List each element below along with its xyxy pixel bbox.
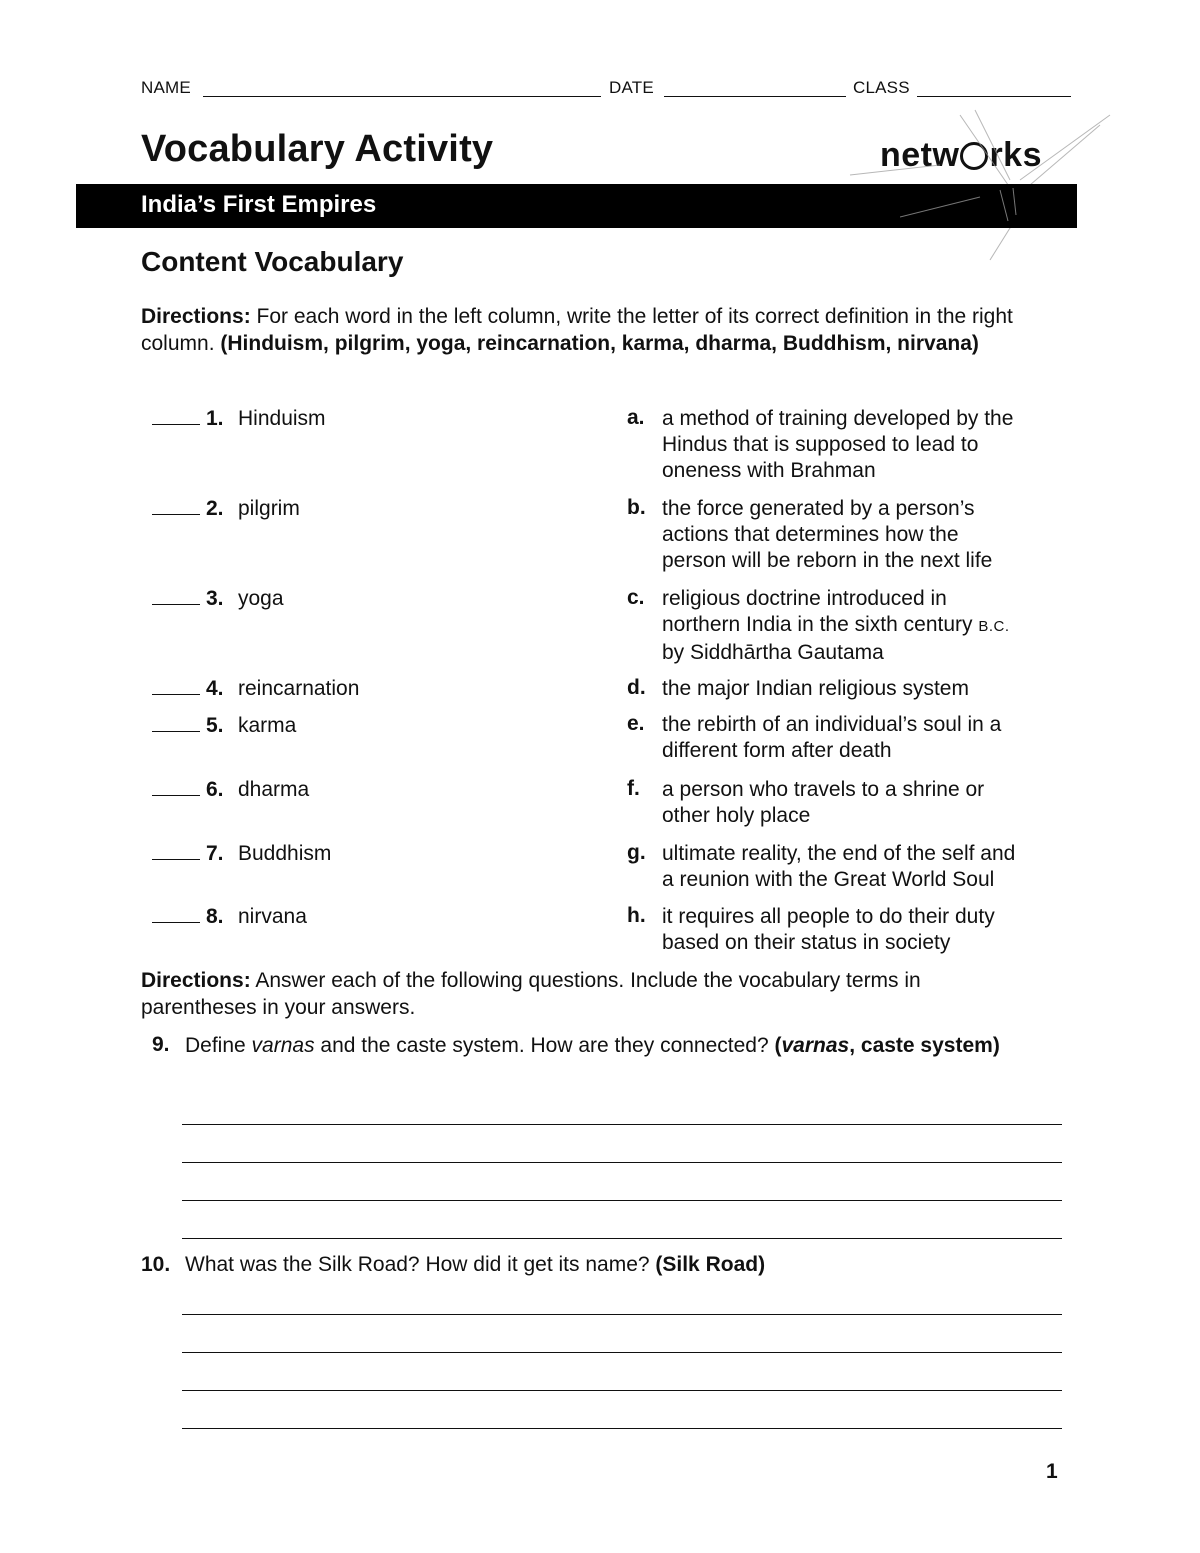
answer-line[interactable] xyxy=(182,1352,1062,1353)
word-item-2 xyxy=(152,495,300,522)
word-number: 1. xyxy=(206,407,224,430)
definition-letter: g. xyxy=(627,841,646,864)
word-text: Hinduism xyxy=(238,407,326,430)
directions-2-label: Directions: xyxy=(141,969,251,992)
definition-e xyxy=(662,712,1001,764)
definition-a xyxy=(662,406,1013,484)
answer-blank-2[interactable] xyxy=(152,495,200,515)
definition-letter: b. xyxy=(627,496,646,519)
definition-line: other holy place xyxy=(662,804,811,827)
definition-letter: e. xyxy=(627,712,645,735)
definition-line: different form after death xyxy=(662,739,892,762)
definition-line: a method of training developed by the xyxy=(662,407,1014,430)
answer-blank-4[interactable] xyxy=(152,675,200,695)
definition-letter: d. xyxy=(627,676,646,699)
page-number: 1 xyxy=(1046,1460,1058,1483)
definition-letter: f. xyxy=(627,777,640,800)
definition-line: a reunion with the Great World Soul xyxy=(662,868,995,891)
word-item-7 xyxy=(152,840,331,867)
word-number: 2. xyxy=(206,497,224,520)
definition-line: based on their status in society xyxy=(662,931,951,954)
definition-b xyxy=(662,496,992,574)
definition-line: the rebirth of an individual’s soul in a xyxy=(662,713,1002,736)
question-term-italic: varnas xyxy=(251,1034,315,1057)
banner-swoosh-icon xyxy=(900,185,1030,227)
date-label: DATE xyxy=(609,78,654,97)
directions-2 xyxy=(141,967,1041,1021)
answer-line[interactable] xyxy=(182,1124,1062,1125)
answer-blank-6[interactable] xyxy=(152,776,200,796)
page-title: Vocabulary Activity xyxy=(141,128,494,170)
definition-line: oneness with Brahman xyxy=(662,459,876,482)
definition-line: Hindus that is supposed to lead to xyxy=(662,433,979,456)
logo-suffix: rks xyxy=(989,136,1043,174)
answer-blank-1[interactable] xyxy=(152,405,200,425)
question-term: , caste system) xyxy=(849,1034,1000,1057)
definition-f xyxy=(662,777,984,829)
definition-line: a person who travels to a shrine or xyxy=(662,778,985,801)
question-text: Define xyxy=(185,1034,252,1057)
question-text: What was the Silk Road? How did it get its name? xyxy=(185,1253,656,1276)
name-label: NAME xyxy=(141,78,191,97)
answer-blank-7[interactable] xyxy=(152,840,200,860)
word-item-4 xyxy=(152,675,359,702)
answer-line[interactable] xyxy=(182,1200,1062,1201)
definition-letter: a. xyxy=(627,406,645,429)
date-field[interactable] xyxy=(664,96,846,97)
definition-g xyxy=(662,841,1015,893)
word-text: reincarnation xyxy=(238,677,360,700)
word-item-1 xyxy=(152,405,326,432)
name-field[interactable] xyxy=(203,96,601,97)
definition-c xyxy=(662,586,1010,666)
directions-1 xyxy=(141,303,1051,357)
word-number: 3. xyxy=(206,587,224,610)
definition-d xyxy=(662,676,969,702)
directions-1-text: For each word in the left column, write the letter of its correct definition in the right column. xyxy=(141,305,1013,355)
question-term: ( xyxy=(774,1034,782,1057)
definition-line: by Siddhārtha Gautama xyxy=(662,641,884,664)
word-text: pilgrim xyxy=(238,497,300,520)
word-number: 6. xyxy=(206,778,224,801)
answer-line[interactable] xyxy=(182,1390,1062,1391)
class-field[interactable] xyxy=(917,96,1071,97)
definition-line xyxy=(662,612,1010,640)
definition-text: northern India in the sixth century xyxy=(662,613,979,636)
answer-blank-5[interactable] xyxy=(152,712,200,732)
answer-line[interactable] xyxy=(182,1162,1062,1163)
word-number: 4. xyxy=(206,677,224,700)
definition-line: religious doctrine introduced in xyxy=(662,587,947,610)
definition-line: ultimate reality, the end of the self and xyxy=(662,842,1016,865)
question-9-text xyxy=(185,1031,1005,1060)
word-text: nirvana xyxy=(238,905,307,928)
definition-line: the force generated by a person’s xyxy=(662,497,975,520)
word-item-5 xyxy=(152,712,296,739)
word-number: 8. xyxy=(206,905,224,928)
question-9-number: 9. xyxy=(152,1033,170,1056)
class-label: CLASS xyxy=(853,78,910,97)
definition-line: actions that determines how the xyxy=(662,523,959,546)
logo-prefix: netw xyxy=(880,136,960,174)
word-text: dharma xyxy=(238,778,310,801)
definition-line: it requires all people to do their duty xyxy=(662,905,995,928)
word-item-8 xyxy=(152,903,307,930)
section-title: Content Vocabulary xyxy=(141,246,404,277)
word-text: karma xyxy=(238,714,297,737)
answer-line[interactable] xyxy=(182,1428,1062,1429)
question-10-number: 10. xyxy=(141,1253,171,1276)
banner-title: India’s First Empires xyxy=(141,191,377,218)
question-10-text xyxy=(185,1251,1005,1278)
question-text: and the caste system. How are they connected? xyxy=(314,1034,775,1057)
word-item-6 xyxy=(152,776,309,803)
directions-1-terms: (Hinduism, pilgrim, yoga, reincarnation, karma, dharma, Buddhism, nirvana) xyxy=(220,332,979,355)
definition-h xyxy=(662,904,995,956)
directions-2-text: Answer each of the following questions. Include the vocabulary terms in parentheses in your answers. xyxy=(141,969,921,1019)
era-abbreviation: B.C. xyxy=(978,618,1010,635)
answer-line[interactable] xyxy=(182,1238,1062,1239)
definition-letter: h. xyxy=(627,904,646,927)
definition-line: person will be reborn in the next life xyxy=(662,549,993,572)
word-number: 7. xyxy=(206,842,224,865)
directions-1-label: Directions: xyxy=(141,305,251,328)
answer-blank-8[interactable] xyxy=(152,903,200,923)
word-text: Buddhism xyxy=(238,842,332,865)
word-item-3 xyxy=(152,585,284,612)
answer-line[interactable] xyxy=(182,1314,1062,1315)
answer-blank-3[interactable] xyxy=(152,585,200,605)
definition-letter: c. xyxy=(627,586,645,609)
question-term: (Silk Road) xyxy=(655,1253,766,1276)
word-number: 5. xyxy=(206,714,224,737)
question-term-italic: varnas xyxy=(781,1034,850,1057)
word-text: yoga xyxy=(238,587,284,610)
definition-line: the major Indian religious system xyxy=(662,677,969,700)
